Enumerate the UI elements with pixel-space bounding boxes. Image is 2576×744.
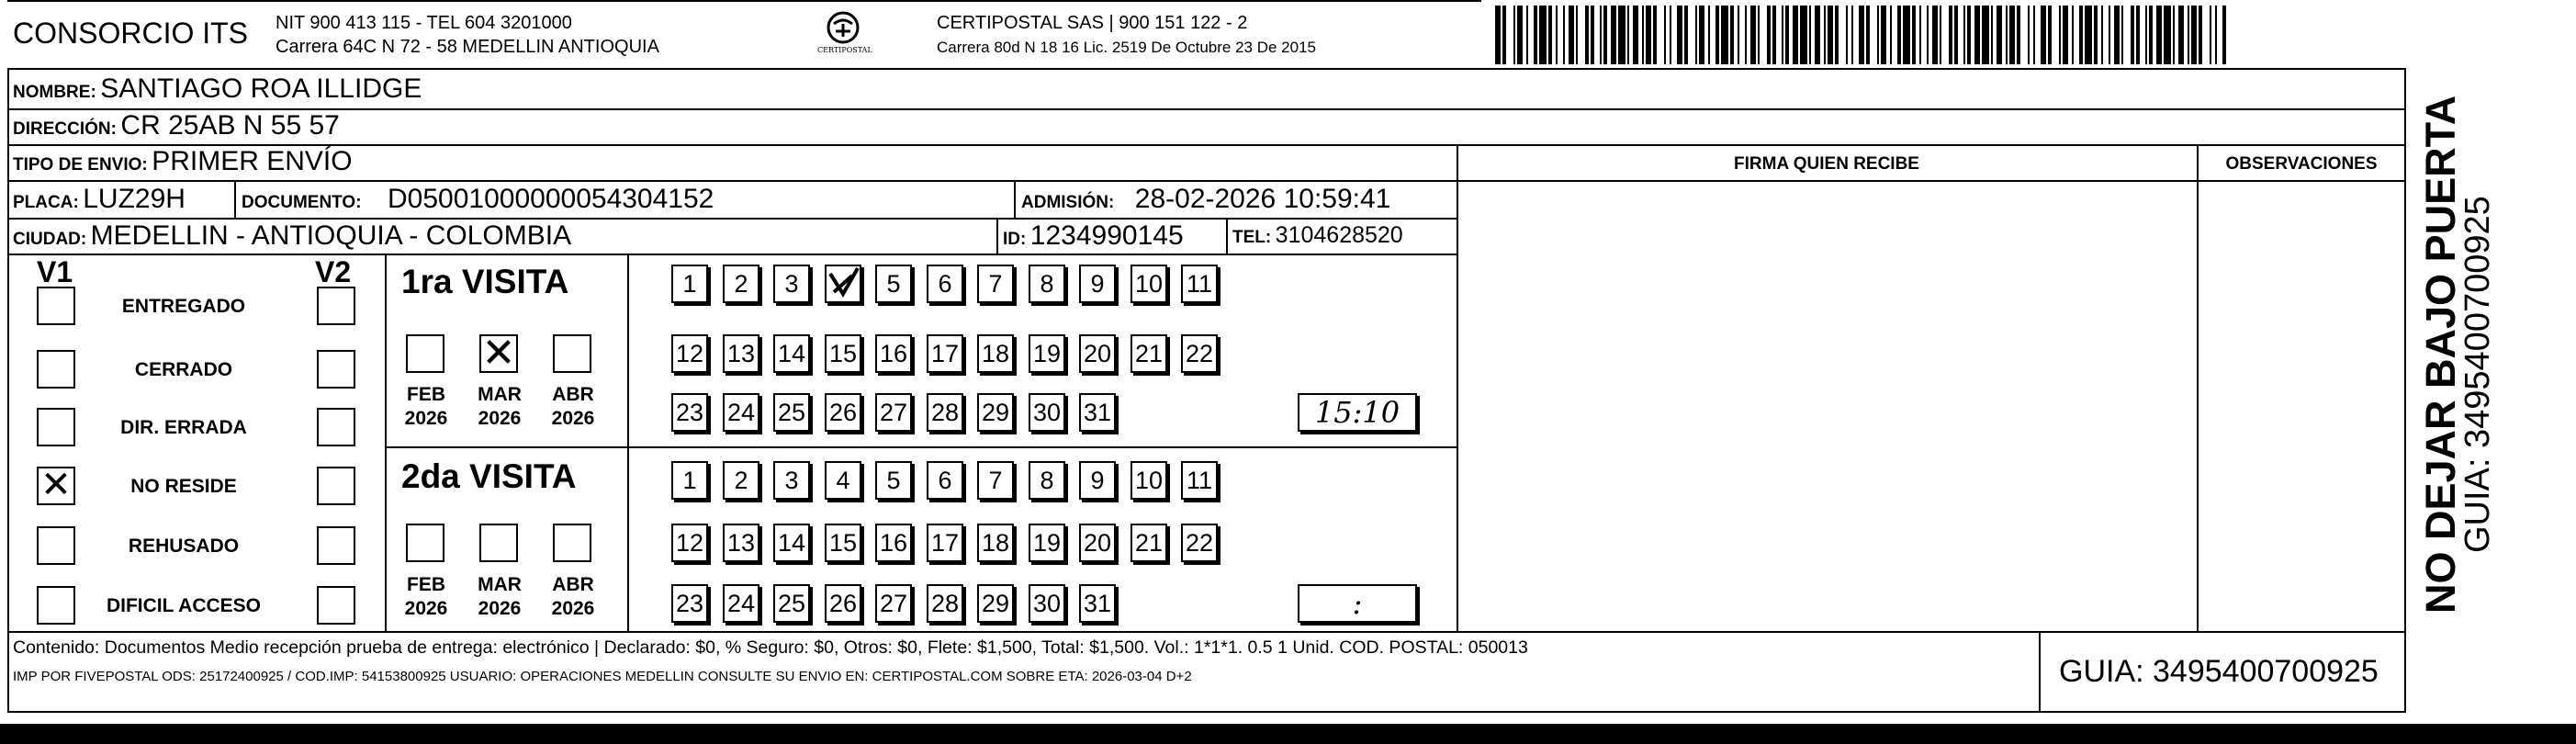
id-label: ID: [1003, 230, 1027, 249]
barcode-bar [1809, 6, 1811, 64]
barcode-bar [1585, 6, 1589, 64]
day-box[interactable]: 19 [1029, 334, 1065, 373]
admission-field [1021, 184, 1390, 215]
v2-checkbox[interactable] [317, 586, 355, 625]
barcode-bar [1730, 6, 1734, 64]
day-box[interactable]: 27 [875, 393, 912, 432]
barcode-bar [1782, 6, 1783, 64]
day-box[interactable]: 23 [671, 393, 708, 432]
barcode-bar [2136, 6, 2140, 64]
barcode-bar [1890, 6, 1892, 64]
side-warning: NO DEJAR BAJO PUERTA [2417, 95, 2464, 614]
barcode-bar [1997, 6, 2002, 64]
plate-field [13, 184, 186, 215]
barcode-bar [2094, 6, 2098, 64]
status-label: REHUSADO [128, 535, 240, 557]
barcode-bar [2173, 6, 2175, 64]
day-box[interactable]: 28 [927, 393, 963, 432]
barcode-bar [1903, 6, 1910, 64]
day-box[interactable]: 31 [1079, 393, 1116, 432]
barcode-bar [2191, 6, 2197, 64]
barcode-bar [1699, 6, 1704, 64]
barcode-bar [1991, 6, 1993, 64]
side-guide: GUIA: 3495400700925 [2458, 196, 2497, 553]
footer-print-line: IMP POR FIVEPOSTAL ODS: 25172400925 / COD.IMP: 54153800925 USUARIO: OPERACIONES MEDELLIN CONSULTE SU ENVIO EN: CERTIPOSTAL.COM SOBRE ETA: 2026-03-04 D+2 [13, 669, 1192, 684]
day-box[interactable]: 17 [927, 524, 963, 562]
day-box[interactable]: 15 [825, 524, 861, 562]
day-box[interactable]: 15 [825, 334, 861, 373]
barcode-bar [1982, 6, 1989, 64]
recipient-tel: 3104628520 [1275, 222, 1403, 248]
tel-field [1232, 222, 1403, 249]
day-box[interactable]: 29 [977, 584, 1014, 623]
year-label: 2026 [551, 408, 595, 429]
barcode-bar [1859, 6, 1864, 64]
barcode-bar [1633, 6, 1638, 64]
barcode-bar [2222, 6, 2226, 64]
month-label: ABR [552, 384, 594, 405]
day-box[interactable]: 29 [977, 393, 1014, 432]
barcode-bar [1495, 6, 1501, 64]
day-box[interactable]: 28 [927, 584, 963, 623]
barcode-bar [1949, 6, 1952, 64]
barcode-bar [1517, 6, 1523, 64]
year-label: 2026 [404, 598, 448, 619]
day-box[interactable]: 17 [927, 334, 963, 373]
day-box[interactable]: 7 [977, 265, 1014, 303]
v1-label: V1 [37, 255, 73, 288]
barcode-bar [1526, 6, 1528, 64]
barcode-bar [1828, 6, 1833, 64]
document-number: D05001000000054304152 [388, 184, 714, 214]
day-box[interactable]: 26 [825, 584, 861, 623]
day-box[interactable]: 31 [1079, 584, 1116, 623]
day-box[interactable]: 19 [1029, 524, 1065, 562]
day-box[interactable]: 10 [1131, 265, 1167, 303]
barcode-bar [2109, 6, 2110, 64]
day-box[interactable]: 16 [875, 524, 912, 562]
barcode-bar [2156, 6, 2162, 64]
day-box[interactable]: 11 [1181, 461, 1218, 500]
day-box[interactable]: 26 [825, 393, 861, 432]
barcode-bar [2149, 6, 2153, 64]
day-box[interactable]: 9 [1079, 461, 1116, 500]
day-box[interactable]: 3 [773, 265, 810, 303]
barcode-bar [1539, 6, 1547, 64]
month-checkbox[interactable] [479, 524, 518, 562]
id-field [1003, 220, 1184, 252]
name-label: NOMBRE: [13, 83, 96, 102]
certipostal-logo [816, 7, 871, 62]
bottom-edge [0, 724, 2576, 744]
day-box[interactable]: 9 [1079, 265, 1116, 303]
barcode-bar [1932, 6, 1938, 64]
year-label: 2026 [478, 598, 522, 619]
barcode-bar [1835, 6, 1839, 64]
barcode-bar [1881, 6, 1886, 64]
year-label: 2026 [478, 408, 522, 429]
v1-checkbox[interactable]: ✕ [37, 467, 75, 505]
barcode-bar [1576, 6, 1578, 64]
barcode-bar [1646, 6, 1651, 64]
time-box[interactable]: : [1298, 584, 1417, 623]
day-box[interactable]: 22 [1181, 524, 1218, 562]
recipient-name: SANTIAGO ROA ILLIDGE [100, 73, 422, 104]
day-4-check-mark-icon [825, 265, 861, 303]
day-box[interactable]: 14 [773, 334, 810, 373]
plate-label: PLACA: [13, 193, 79, 212]
barcode-bar [1974, 6, 1980, 64]
barcode-bar [1897, 6, 1901, 64]
barcode [1495, 6, 2226, 64]
day-box[interactable]: 24 [723, 584, 759, 623]
barcode-bar [2017, 6, 2020, 64]
v2-checkbox[interactable] [317, 526, 355, 565]
footer-content-line: Contenido: Documentos Medio recepción prueba de entrega: electrónico | Declarado: $0, % Seguro: $0, Otros: $0, Flete: $1,500, Total: $1,500. Vol.: 1*1*1. 0.5 1 Unid. COD. POSTAL: 050013 [13, 637, 1528, 658]
barcode-bar [1940, 6, 1941, 64]
month-checkbox[interactable] [553, 334, 591, 373]
status-label: DIR. ERRADA [120, 417, 247, 438]
barcode-bar [1670, 6, 1671, 64]
day-box[interactable]: 12 [671, 524, 708, 562]
city-field [13, 220, 571, 252]
barcode-bar [2048, 6, 2052, 64]
visit2-title: 2da VISITA [401, 457, 577, 495]
barcode-bar [1556, 6, 1558, 64]
barcode-bar [2164, 6, 2171, 64]
barcode-bar [1513, 6, 1515, 64]
day-box[interactable]: 21 [1131, 524, 1167, 562]
barcode-bar [1738, 6, 1739, 64]
barcode-bar [2028, 6, 2030, 64]
company-info-2: Carrera 64C N 72 - 58 MEDELLIN ANTIOQUIA [276, 37, 659, 57]
barcode-bar [2033, 6, 2035, 64]
barcode-bar [1927, 6, 1929, 64]
barcode-bar [2079, 6, 2083, 64]
barcode-bar [2101, 6, 2103, 64]
day-box[interactable]: 7 [977, 461, 1014, 500]
day-box[interactable]: 25 [773, 584, 810, 623]
barcode-bar [1642, 6, 1644, 64]
shipment-type-field [13, 146, 353, 177]
month-label: ABR [552, 574, 594, 595]
barcode-bar [2131, 6, 2134, 64]
day-box[interactable]: 25 [773, 393, 810, 432]
barcode-bar [1548, 6, 1552, 64]
address-label: DIRECCIÓN: [13, 119, 117, 139]
barcode-bar [2009, 6, 2015, 64]
city: MEDELLIN - ANTIOQUIA - COLOMBIA [90, 220, 572, 251]
barcode-bar [2210, 6, 2211, 64]
month-checkbox[interactable]: ✕ [479, 334, 518, 373]
address-field [13, 110, 340, 141]
tel-label: TEL: [1232, 228, 1272, 247]
barcode-bar [1708, 6, 1710, 64]
barcode-bar [1772, 6, 1776, 64]
admission-datetime: 28-02-2026 10:59:41 [1134, 184, 1391, 214]
barcode-bar [1684, 6, 1688, 64]
visit1-title: 1ra VISITA [401, 263, 569, 300]
barcode-bar [2114, 6, 2120, 64]
day-box[interactable]: 27 [875, 584, 912, 623]
barcode-bar [1618, 6, 1625, 64]
day-box[interactable]: 1 [671, 461, 708, 500]
barcode-bar [1824, 6, 1826, 64]
barcode-bar [2006, 6, 2008, 64]
barcode-bar [1600, 6, 1602, 64]
barcode-bar [1815, 6, 1820, 64]
certipostal-logo-icon [816, 7, 871, 62]
barcode-bar [2059, 6, 2061, 64]
barcode-bar [1653, 6, 1657, 64]
barcode-bar [1677, 6, 1682, 64]
admission-label: ADMISIÓN: [1021, 193, 1115, 212]
barcode-bar [1767, 6, 1771, 64]
month-checkbox[interactable] [406, 524, 444, 562]
footer-guide-number: GUIA: 3495400700925 [2059, 654, 2379, 689]
barcode-bar [1800, 6, 1807, 64]
day-box[interactable]: 16 [875, 334, 912, 373]
barcode-bar [1563, 6, 1565, 64]
barcode-bar [1664, 6, 1666, 64]
barcode-bar [1745, 6, 1747, 64]
barcode-bar [1846, 6, 1848, 64]
day-box[interactable]: 11 [1181, 265, 1218, 303]
status-label: CERRADO [134, 359, 233, 380]
month-label: FEB [407, 574, 445, 595]
day-box[interactable]: 18 [977, 524, 1014, 562]
company-name: CONSORCIO ITS [13, 17, 249, 50]
barcode-bar [1912, 6, 1916, 64]
status-label: ENTREGADO [121, 296, 246, 317]
day-box[interactable]: 22 [1181, 334, 1218, 373]
barcode-bar [1851, 6, 1853, 64]
v2-checkbox[interactable] [317, 350, 355, 389]
recipient-address: CR 25AB N 55 57 [120, 110, 340, 141]
v2-checkbox[interactable] [317, 467, 355, 505]
barcode-bar [2063, 6, 2068, 64]
year-label: 2026 [404, 408, 448, 429]
barcode-bar [2072, 6, 2074, 64]
day-box[interactable]: 3 [773, 461, 810, 500]
v2-checkbox[interactable] [317, 287, 355, 325]
day-box[interactable]: 6 [927, 461, 963, 500]
barcode-bar [1534, 6, 1537, 64]
day-box[interactable]: 12 [671, 334, 708, 373]
barcode-bar [1695, 6, 1697, 64]
day-box[interactable]: 21 [1131, 334, 1167, 373]
barcode-bar [1877, 6, 1879, 64]
year-label: 2026 [551, 598, 595, 619]
document-label: DOCUMENTO: [242, 193, 362, 212]
barcode-bar [2188, 6, 2189, 64]
day-box[interactable]: 5 [875, 461, 912, 500]
company-info-1: NIT 900 413 115 - TEL 604 3201000 [276, 13, 572, 33]
shipment-type: PRIMER ENVÍO [152, 146, 353, 176]
month-label: MAR [478, 384, 522, 405]
name-field [13, 73, 422, 105]
barcode-bar [1919, 6, 1921, 64]
shipment-type-label: TIPO DE ENVIO: [13, 155, 148, 175]
day-box[interactable]: 13 [723, 334, 759, 373]
v2-checkbox[interactable] [317, 408, 355, 446]
day-box[interactable]: 2 [723, 461, 759, 500]
day-box[interactable]: 18 [977, 334, 1014, 373]
observations-header: OBSERVACIONES [2225, 154, 2378, 174]
carrier-info-2: Carrera 80d N 18 16 Lic. 2519 De Octubre 23 De 2015 [937, 39, 1316, 56]
barcode-bar [1611, 6, 1616, 64]
barcode-bar [1502, 6, 1506, 64]
recipient-id: 1234990145 [1029, 220, 1184, 251]
barcode-bar [1591, 6, 1594, 64]
barcode-bar [2085, 6, 2092, 64]
barcode-bar [2178, 6, 2184, 64]
barcode-bar [1721, 6, 1728, 64]
day-box[interactable]: 8 [1029, 265, 1065, 303]
day-box[interactable]: 4 [825, 461, 861, 500]
month-label: FEB [407, 384, 445, 405]
day-box[interactable]: 30 [1029, 393, 1065, 432]
logo-text: CERTIPOSTAL [817, 46, 872, 54]
day-box[interactable]: 24 [723, 393, 759, 432]
time-box[interactable]: 15:10 [1298, 393, 1417, 432]
day-box[interactable]: 20 [1079, 334, 1116, 373]
barcode-bar [1627, 6, 1629, 64]
month-label: MAR [478, 574, 522, 595]
city-label: CIUDAD: [13, 230, 87, 249]
barcode-bar [1963, 6, 1965, 64]
day-box[interactable]: 14 [773, 524, 810, 562]
barcode-bar [2145, 6, 2147, 64]
barcode-bar [2041, 6, 2046, 64]
month-checkbox[interactable] [553, 524, 591, 562]
status-label: DIFICIL ACCESO [106, 595, 261, 616]
barcode-bar [1866, 6, 1870, 64]
v2-label: V2 [315, 255, 352, 288]
day-box[interactable]: 2 [723, 265, 759, 303]
barcode-bar [1954, 6, 1958, 64]
day-box[interactable]: 30 [1029, 584, 1065, 623]
signature-header: FIRMA QUIEN RECIBE [1734, 154, 1919, 174]
document-field [242, 184, 714, 215]
carrier-info-1: CERTIPOSTAL SAS | 900 151 122 - 2 [937, 13, 1248, 33]
day-box[interactable]: 13 [723, 524, 759, 562]
barcode-bar [2121, 6, 2123, 64]
barcode-bar [1758, 6, 1760, 64]
barcode-bar [1603, 6, 1607, 64]
plate: LUZ29H [83, 184, 186, 214]
day-box[interactable]: 1 [671, 265, 708, 303]
barcode-bar [1569, 6, 1574, 64]
barcode-bar [2199, 6, 2202, 64]
barcode-bar [1785, 6, 1789, 64]
day-box[interactable]: 23 [671, 584, 708, 623]
barcode-bar [2215, 6, 2217, 64]
day-box[interactable]: 8 [1029, 461, 1065, 500]
barcode-bar [1967, 6, 1971, 64]
barcode-bar [1750, 6, 1756, 64]
day-box[interactable]: 20 [1079, 524, 1116, 562]
day-box[interactable]: 5 [875, 265, 912, 303]
day-box[interactable]: 6 [927, 265, 963, 303]
status-label: NO RESIDE [130, 476, 237, 497]
month-checkbox[interactable] [406, 334, 444, 373]
barcode-bar [1793, 6, 1798, 64]
barcode-bar [1715, 6, 1719, 64]
day-box[interactable]: 10 [1131, 461, 1167, 500]
barcode-graphic [1495, 6, 2226, 64]
